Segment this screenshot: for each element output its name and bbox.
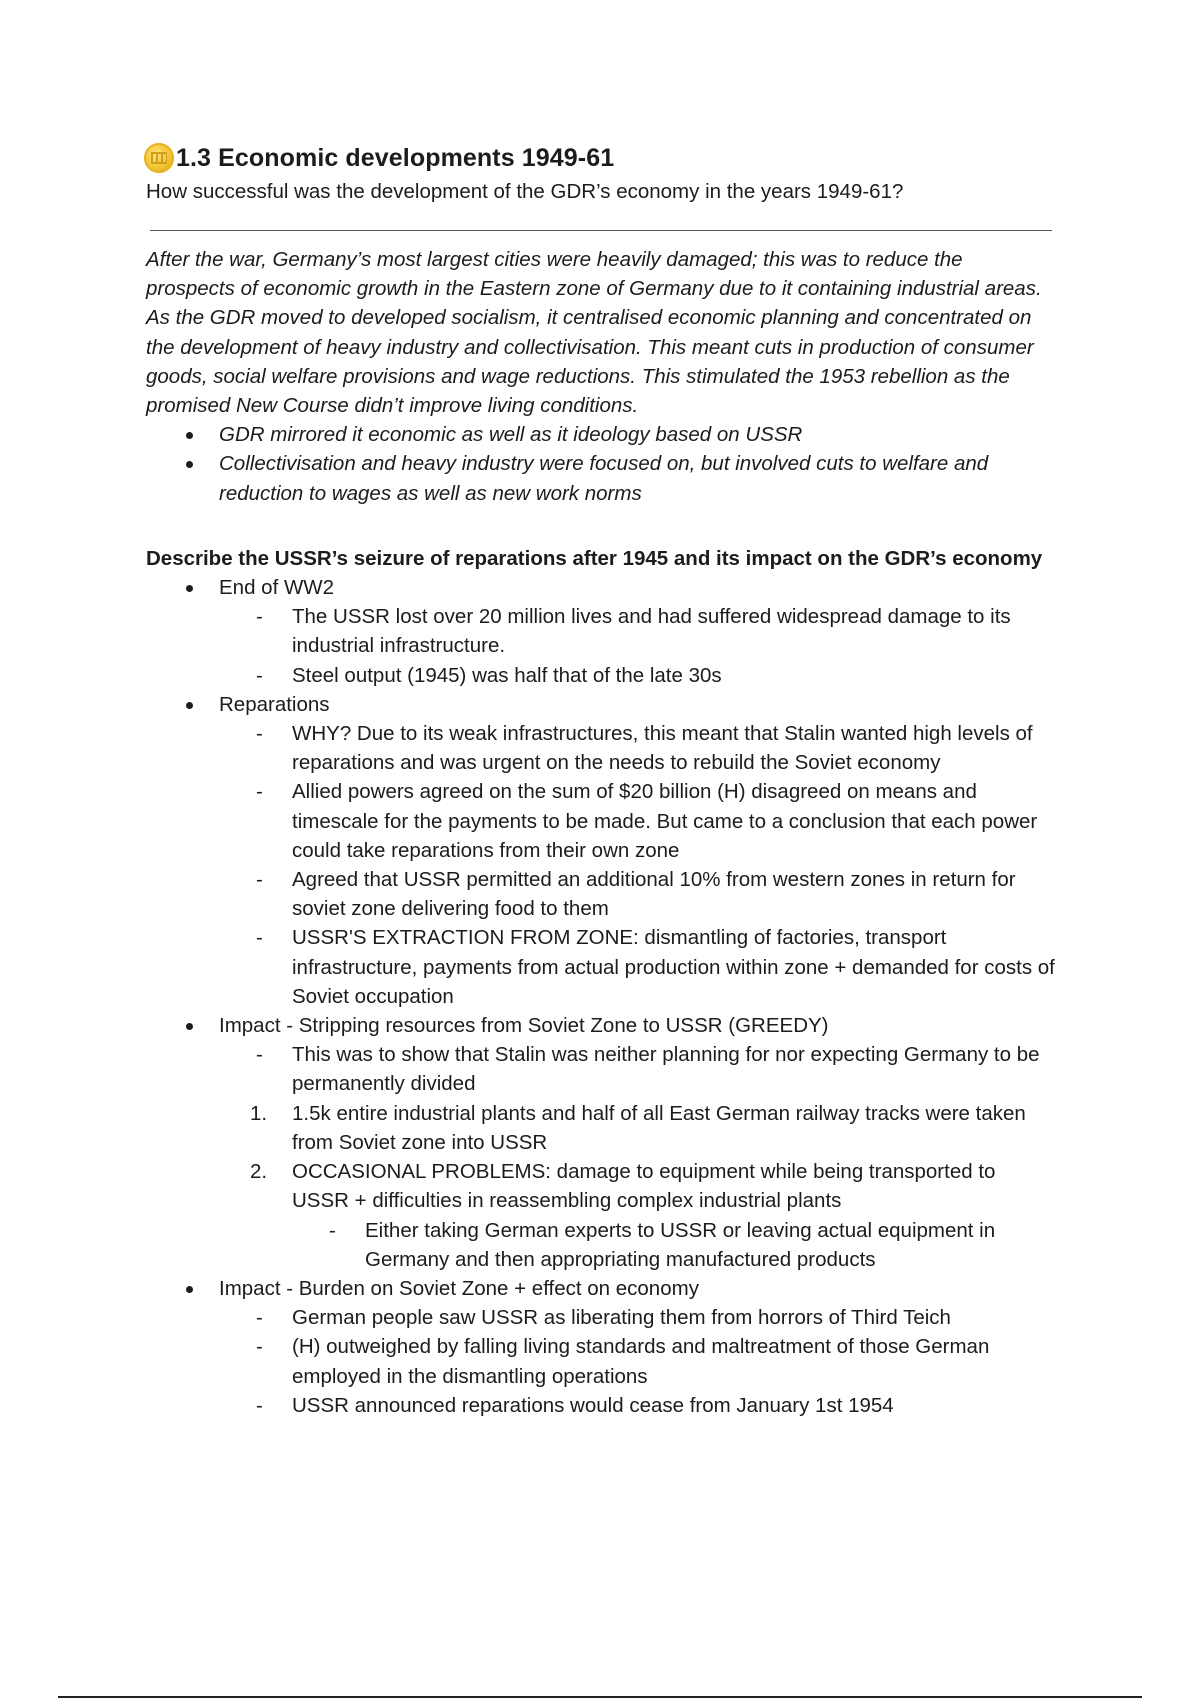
page-bottom-border <box>58 1696 1142 1698</box>
sub-list <box>219 602 1056 690</box>
section-impact-burden <box>146 1274 1056 1420</box>
sub-list <box>219 719 1056 1011</box>
divider <box>150 230 1052 231</box>
document-page <box>146 140 1056 1420</box>
intro-bullet-list <box>146 420 1056 508</box>
section-reparations <box>146 690 1056 1011</box>
page-subtitle: How successful was the development of the GDR’s economy in the years 1949-61? <box>146 180 904 203</box>
item-text: OCCASIONAL PROBLEMS: damage to equipment while being transported to USSR + difficulties in reassembling complex industrial plants <box>292 1160 996 1213</box>
list-item: - WHY? Due to its weak infrastructures, this meant that Stalin wanted high levels of reparations and was urgent on the needs to rebuild the Soviet economy <box>219 719 1056 777</box>
list-item: - This was to show that Stalin was neither planning for nor expecting Germany to be permanently divided <box>219 1040 1056 1098</box>
list-item: - Allied powers agreed on the sum of $20 billion (H) disagreed on means and timescale for the payments to be made. But came to a conclusion that each power could take reparations from their own zone <box>219 777 1056 865</box>
item-number: 2. <box>250 1160 268 1184</box>
heading-row <box>146 140 1056 176</box>
question-heading: Describe the USSR’s seizure of reparations after 1945 and its impact on the GDR’s economy <box>146 546 1043 570</box>
list-item: Collectivisation and heavy industry were focused on, but involved cuts to welfare and reduction to wages as well as new work norms <box>146 449 1056 507</box>
section-label: Impact - Stripping resources from Soviet Zone to USSR (GREEDY) <box>219 1014 829 1038</box>
section-end-of-ww2 <box>146 573 1056 690</box>
list-item: - Steel output (1945) was half that of the late 30s <box>219 661 1056 690</box>
section-label: Reparations <box>219 692 330 716</box>
item-text: 1.5k entire industrial plants and half of all East German railway tracks were taken from Soviet zone into USSR <box>292 1101 1026 1154</box>
nested-sub-list <box>292 1216 1056 1274</box>
sub-list <box>219 1040 1056 1098</box>
list-item: - USSR announced reparations would cease from January 1st 1954 <box>219 1391 1056 1420</box>
coin-icon <box>144 143 174 173</box>
intro-section <box>146 245 1056 508</box>
section-label: Impact - Burden on Soviet Zone + effect on economy <box>219 1276 699 1300</box>
main-bullet-list <box>146 573 1056 1420</box>
list-item: - Agreed that USSR permitted an additional 10% from western zones in return for soviet zone delivering food to them <box>219 865 1056 923</box>
item-number: 1. <box>250 1101 268 1125</box>
section-impact-stripping <box>146 1011 1056 1274</box>
list-item: - The USSR lost over 20 million lives and had suffered widespread damage to its industrial infrastructure. <box>219 602 1056 660</box>
list-item: GDR mirrored it economic as well as it ideology based on USSR <box>146 420 1056 449</box>
list-item: - German people saw USSR as liberating them from horrors of Third Teich <box>219 1303 1056 1332</box>
section-label: End of WW2 <box>219 576 335 600</box>
intro-paragraph: After the war, Germany’s most largest cities were heavily damaged; this was to reduce the prospects of economic growth in the Eastern zone of Germany due to it containing industrial areas. As the GDR moved to developed socialism, it centralised economic planning and concentrated on the development of heavy industry and collectivisation. This meant cuts in production of consumer goods, social welfare provisions and wage reductions. This stimulated the 1953 rebellion as the promised New Course didn’t improve living conditions. <box>146 248 1042 418</box>
page-title: 1.3 Economic developments 1949-61 <box>176 143 615 172</box>
numbered-list <box>219 1099 1056 1274</box>
list-item: - Either taking German experts to USSR or leaving actual equipment in Germany and then appropriating manufactured products <box>292 1216 1056 1274</box>
list-item: - (H) outweighed by falling living standards and maltreatment of those German employed in the dismantling operations <box>219 1332 1056 1390</box>
list-item: - USSR'S EXTRACTION FROM ZONE: dismantling of factories, transport infrastructure, payments from actual production within zone + demanded for costs of Soviet occupation <box>219 923 1056 1011</box>
numbered-item <box>219 1099 1056 1157</box>
sub-list <box>219 1303 1056 1420</box>
numbered-item <box>219 1157 1056 1274</box>
